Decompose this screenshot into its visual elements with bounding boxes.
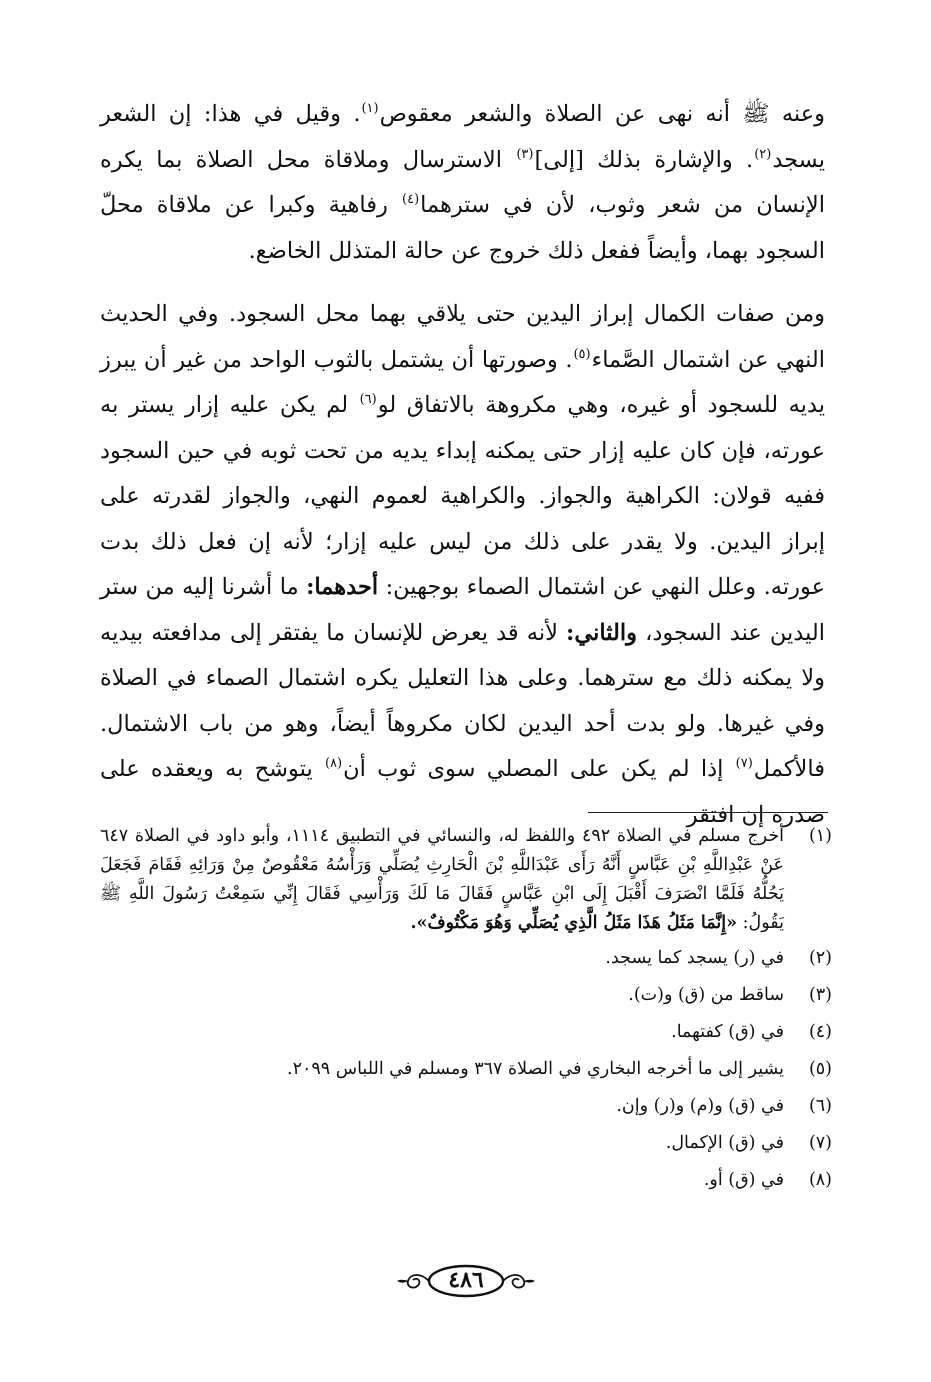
footnote-ref-5[interactable]: (٥): [573, 346, 591, 362]
footnote-divider: [588, 812, 828, 813]
footnote-ref-3[interactable]: (٣): [516, 146, 534, 162]
footnote-text: في (ر) يسجد كما يسجد.: [605, 948, 784, 968]
footnote-2: [100, 944, 832, 973]
footnote-number: (٧): [808, 1133, 832, 1153]
footnote-text: يشير إلى ما أخرجه البخاري في الصلاة ٣٦٧ ومسلم في اللباس ٢٠٩٩.: [286, 1059, 784, 1079]
footnote-3: [100, 981, 832, 1010]
paragraph-1: وعنه ﷺ أنه نهى عن الصلاة والشعر معقوص$^{(١)}$. وقيل في هذا: إن الشعر يسجد$^{(٢)}$. والإشارة بذلك [إلى]$^{(٣)}$ الاسترسال وملاقاة محل الصلاة بما يكره الإنسان من شعر وثوب، لأن في سترهما$^{(٤)}$ رفاهية وكبرا عن ملاقاة محلّ السجود بهما، وأيضاً ففعل ذلك خروج عن حالة المتذلل الخاضع.: [100, 101, 825, 264]
footnote-1: [100, 822, 832, 938]
footnote-text: في (ق) أو.: [703, 1170, 784, 1190]
page-number-ornament: [396, 1262, 536, 1300]
footnote-ref-2[interactable]: (٢): [754, 146, 772, 162]
footnote-text: أخرج مسلم في الصلاة ٤٩٢ واللفظ له، والنسائي في التطبيق ١١١٤، وأبو داود في الصلاة ٦٤٧ عَنْ عَبْدِاللَّهِ بْنِ عَبَّاسٍ أَنَّهُ رَأَى عَبْدَاللَّهِ بْنَ الْحَارِثِ يُصَلِّي وَرَأْسُهُ مَعْقُوصٌ مِنْ وَرَائِهِ فَقَامَ فَجَعَلَ يَحُلُّهُ فَلَمَّا انْصَرَفَ أَقْبَلَ إِلَى ابْنِ عَبَّاسٍ فَقَالَ مَا لَكَ وَرَأْسِي فَقَالَ إِنِّي سَمِعْتُ رَسُولَ اللَّهِ ﷺ يَقُولُ: «إِنَّمَا مَثَلُ هَذَا مَثَلُ الَّذِي يُصَلِّي وَهُوَ مَكْتُوفٌ».: [100, 826, 784, 933]
footnote-number: (٢): [808, 948, 832, 968]
footnote-ref-1[interactable]: (١): [361, 101, 379, 116]
footnote-6: [100, 1092, 832, 1121]
footnote-ref-6[interactable]: (٦): [359, 392, 377, 407]
main-text: [100, 92, 825, 838]
footnote-text: في (ق) كفتهما.: [671, 1022, 784, 1042]
hadith-quote: «إِنَّمَا مَثَلُ هَذَا مَثَلُ الَّذِي يُصَلِّي وَهُوَ مَكْتُوفٌ».: [410, 913, 738, 933]
footnote-number: (٦): [808, 1096, 832, 1116]
footnote-7: [100, 1129, 832, 1158]
footnote-8: [100, 1166, 832, 1195]
footnote-number: (١): [808, 826, 832, 846]
footnote-text: في (ق) و(م) و(ر) وإن.: [616, 1096, 784, 1116]
footnote-5: [100, 1055, 832, 1084]
footnote-number: (٣): [808, 985, 832, 1005]
footnote-ref-8[interactable]: (٨): [324, 756, 343, 771]
page-number: ٤٨٦: [448, 1267, 484, 1293]
footnote-4: [100, 1018, 832, 1047]
footnote-number: (٥): [808, 1059, 832, 1079]
footnote-text: ساقط من (ق) و(ت).: [628, 985, 784, 1005]
footnote-ref-7[interactable]: (٧): [735, 756, 753, 771]
first-reason-label: أحدهما:: [306, 574, 379, 600]
footnote-number: (٨): [808, 1170, 832, 1190]
footnote-text: في (ق) الإكمال.: [665, 1133, 784, 1153]
paragraph-2: ومن صفات الكمال إبراز اليدين حتى يلاقي بهما محل السجود. وفي الحديث النهي عن اشتمال الصَّماء$^{(٥)}$. وصورتها أن يشتمل بالثوب الواحد من غير أن يبرز يديه للسجود أو غيره، وهي مكروهة بالاتفاق لو$^{(٦)}$ لم يكن عليه إزار يستر به عورته، فإن كان عليه إزار حتى يمكنه إبداء يديه من تحت ثوبه في حين السجود ففيه قولان: الكراهية والجواز. والكراهية لعموم النهي، والجواز لقدرته على إبراز اليدين. ولا يقدر على ذلك من ليس عليه إزار؛ لأنه إن فعل ذلك بدت عورته. وعلل النهي عن اشتمال الصماء بوجهين: أحدهما: ما أشرنا إليه من ستر اليدين عند السجود، والثاني: لأنه قد يعرض للإنسان ما يفتقر إلى مدافعته بيديه ولا يمكنه ذلك مع سترهما. وعلى هذا التعليل يكره اشتمال الصماء في الصلاة وفي غيرها. ولو بدت أحد اليدين لكان مكروهاً أيضاً، وهو من باب الاشتمال. فالأكمل$^{(٧)}$ إذا لم يكن على المصلي سوى ثوب أن$^{(٨)}$ يتوشح به ويعقده على صدره إن افتقر: [100, 301, 826, 828]
footnote-ref-4[interactable]: (٤): [402, 192, 420, 207]
footnote-number: (٤): [808, 1022, 832, 1042]
second-reason-label: والثاني:: [566, 619, 637, 646]
footnotes-section: [100, 822, 832, 1203]
